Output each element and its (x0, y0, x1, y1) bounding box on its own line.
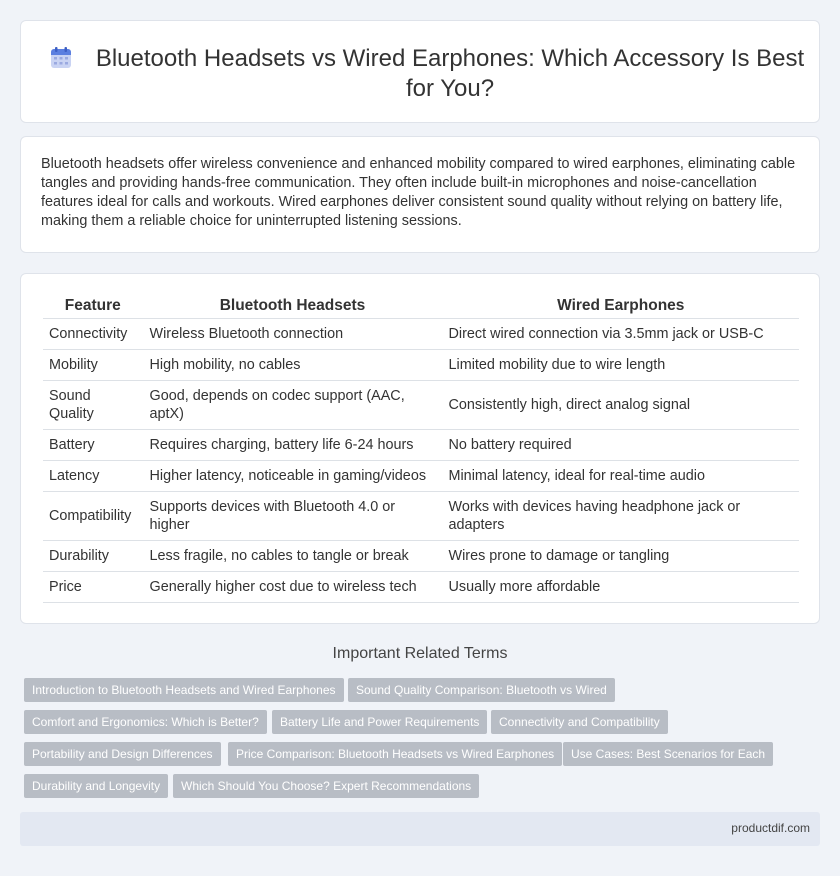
comparison-table (43, 294, 799, 603)
table-row (43, 318, 799, 349)
bluetooth-cell: Wireless Bluetooth connection (143, 318, 442, 349)
related-tag-price[interactable]: Price Comparison: Bluetooth Headsets vs Wired Earphones (228, 742, 562, 766)
related-tag-sound-quality[interactable]: Sound Quality Comparison: Bluetooth vs Wired (348, 678, 615, 702)
table-row (43, 540, 799, 571)
feature-cell: Mobility (43, 349, 143, 380)
header-feature: Feature (43, 294, 143, 318)
related-tag-battery[interactable]: Battery Life and Power Requirements (272, 710, 487, 734)
intro-paragraph: Bluetooth headsets offer wireless convenience and enhanced mobility compared to wired earphones, eliminating cable tangles and providing hands-free communication. They often include built-in microphones and noise-cancellation features ideal for calls and workouts. Wired earphones deliver consistent sound quality without relying on battery life, making them a reliable choice for uninterrupted listening sessions. (41, 156, 796, 229)
feature-cell: Durability (43, 540, 143, 571)
bluetooth-cell: Less fragile, no cables to tangle or break (143, 540, 442, 571)
footer (20, 812, 820, 846)
bluetooth-cell: Higher latency, noticeable in gaming/videos (143, 460, 442, 491)
title-card (20, 20, 820, 123)
feature-cell: Sound Quality (43, 380, 143, 429)
wired-cell: Wires prone to damage or tangling (442, 540, 799, 571)
related-terms-heading: Important Related Terms (332, 645, 508, 662)
wired-cell: No battery required (442, 429, 799, 460)
related-tag-recommendations[interactable]: Which Should You Choose? Expert Recommendations (173, 774, 479, 798)
related-tag-introduction[interactable]: Introduction to Bluetooth Headsets and Wired Earphones (24, 678, 344, 702)
table-row (43, 460, 799, 491)
footer-site-link[interactable]: productdif.com (731, 821, 810, 835)
related-tag-use-cases[interactable]: Use Cases: Best Scenarios for Each (563, 742, 773, 766)
intro-card (20, 136, 820, 253)
table-row (43, 380, 799, 429)
page-title: Bluetooth Headsets vs Wired Earphones: Which Accessory Is Best for You? (95, 45, 805, 102)
wired-cell: Usually more affordable (442, 571, 799, 602)
feature-cell: Compatibility (43, 491, 143, 540)
calendar-icon (49, 46, 73, 70)
related-tag-durability[interactable]: Durability and Longevity (24, 774, 168, 798)
wired-cell: Minimal latency, ideal for real-time audio (442, 460, 799, 491)
feature-cell: Price (43, 571, 143, 602)
header-wired: Wired Earphones (442, 294, 799, 318)
feature-cell: Latency (43, 460, 143, 491)
bluetooth-cell: High mobility, no cables (143, 349, 442, 380)
related-tag-comfort[interactable]: Comfort and Ergonomics: Which is Better? (24, 710, 267, 734)
table-row (43, 491, 799, 540)
table-header-row (43, 294, 799, 318)
related-tag-connectivity[interactable]: Connectivity and Compatibility (491, 710, 668, 734)
bluetooth-cell: Generally higher cost due to wireless tech (143, 571, 442, 602)
bluetooth-cell: Good, depends on codec support (AAC, aptX) (143, 380, 442, 429)
wired-cell: Limited mobility due to wire length (442, 349, 799, 380)
bluetooth-cell: Requires charging, battery life 6-24 hours (143, 429, 442, 460)
header-bluetooth: Bluetooth Headsets (143, 294, 442, 318)
table-row (43, 429, 799, 460)
wired-cell: Direct wired connection via 3.5mm jack or USB-C (442, 318, 799, 349)
feature-cell: Connectivity (43, 318, 143, 349)
wired-cell: Consistently high, direct analog signal (442, 380, 799, 429)
table-row (43, 571, 799, 602)
comparison-table-card (20, 273, 820, 624)
related-tag-portability[interactable]: Portability and Design Differences (24, 742, 221, 766)
table-row (43, 349, 799, 380)
wired-cell: Works with devices having headphone jack or adapters (442, 491, 799, 540)
bluetooth-cell: Supports devices with Bluetooth 4.0 or higher (143, 491, 442, 540)
feature-cell: Battery (43, 429, 143, 460)
